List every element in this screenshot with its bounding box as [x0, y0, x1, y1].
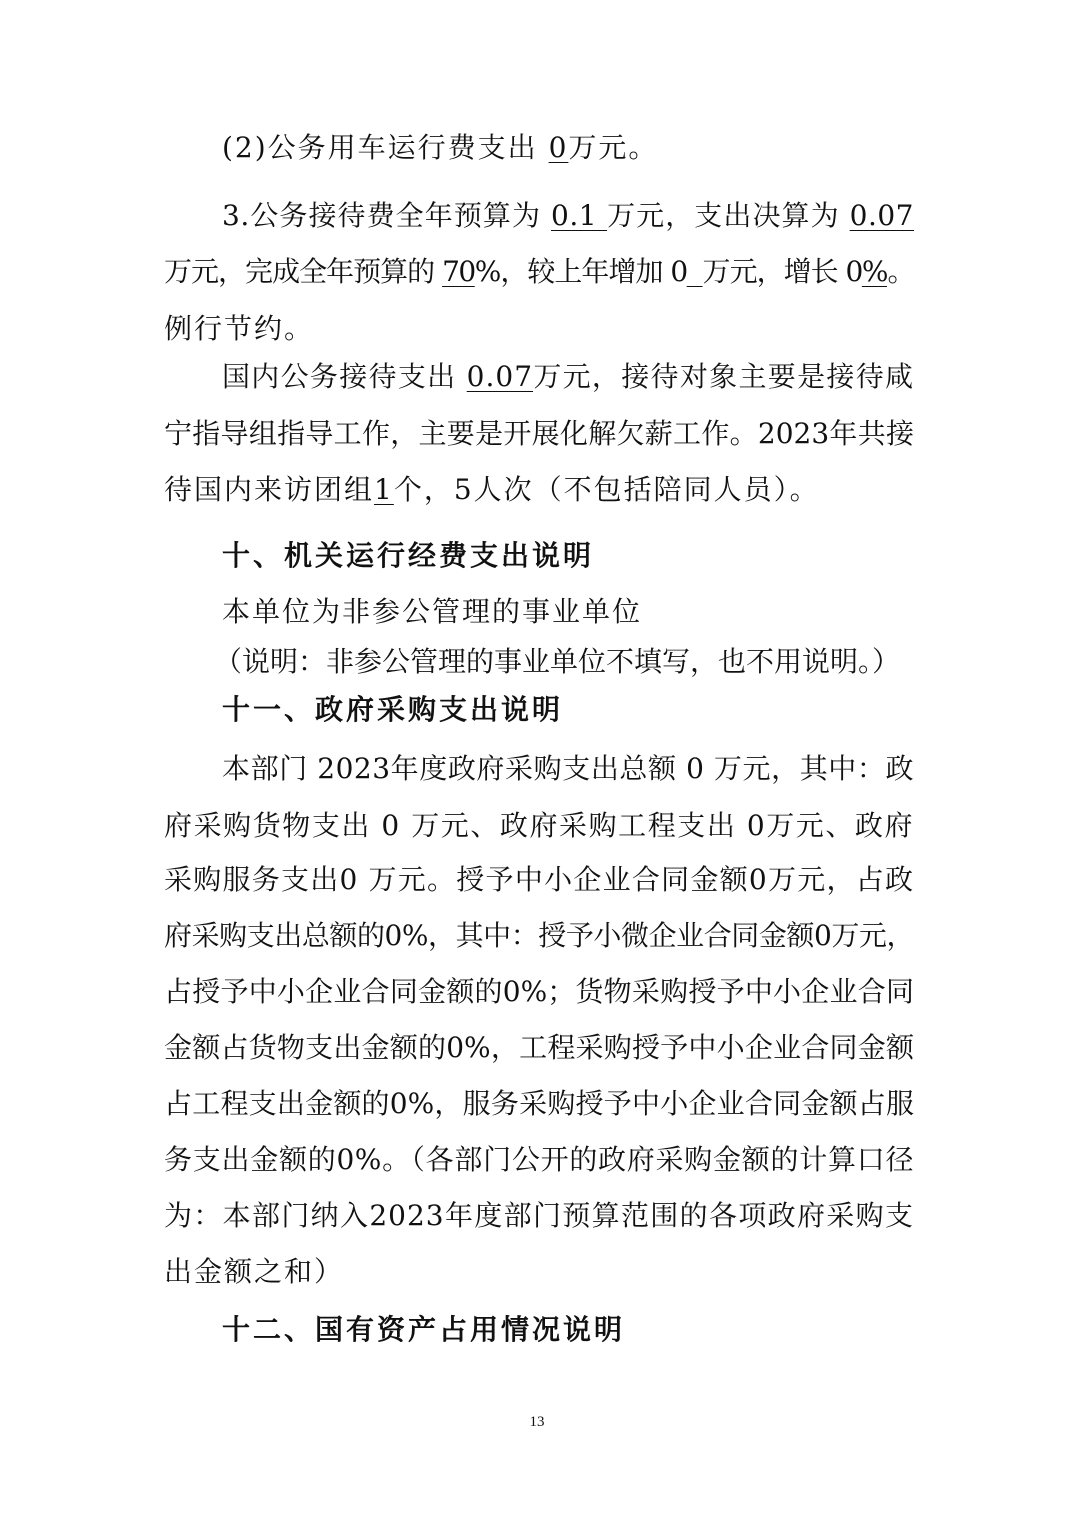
paragraph-line	[164, 1140, 914, 1180]
text-segment: 务支出金额的0%。（各部门公开的政府采购金额的计算口径	[164, 1143, 914, 1176]
text-segment: 国内公务接待支出	[222, 360, 467, 393]
underlined-blank	[687, 255, 703, 288]
text-segment: 待国内来访团组	[164, 473, 375, 506]
text-segment: 本单位为非参公管理的事业单位	[222, 595, 643, 628]
paragraph-line	[164, 1028, 914, 1068]
paragraph-line	[164, 860, 914, 900]
section-heading-11: 十一、政府采购支出说明	[222, 693, 564, 726]
vehicle-operation-cost-line	[222, 128, 914, 168]
text-segment: 。	[886, 255, 915, 288]
underlined-value: 0.07	[466, 360, 534, 393]
note-line	[214, 642, 906, 682]
domestic-reception-line	[222, 357, 914, 397]
underlined-value: 70	[442, 255, 475, 288]
text-segment: 万元，增长 0	[702, 255, 862, 288]
paragraph-line	[164, 916, 914, 956]
paragraph-line	[164, 972, 914, 1012]
text-segment: 采购服务支出0 万元。授予中小企业合同金额0万元，占政	[164, 863, 914, 896]
text-segment: 宁指导组指导工作，主要是开展化解欠薪工作。2023年共接	[164, 417, 914, 450]
text-segment: 个，5人次（不包括陪同人员）。	[393, 473, 820, 506]
text-segment: 万元。	[568, 131, 659, 164]
text-segment: 3.公务接待费全年预算为	[222, 199, 552, 232]
text-segment: 占授予中小企业合同金额的0%；货物采购授予中小企业合同	[164, 975, 914, 1008]
underlined-value: 1	[374, 473, 394, 506]
underlined-value: 0.07	[849, 199, 914, 232]
text-segment: (2)公务用车运行费支出	[222, 131, 549, 164]
text-segment: 为：本部门纳入2023年度部门预算范围的各项政府采购支	[164, 1199, 914, 1232]
page-number: 13	[529, 1414, 545, 1430]
paragraph-line	[164, 309, 914, 349]
text-segment: 府采购货物支出 0 万元、政府采购工程支出 0万元、政府	[164, 809, 914, 842]
text-segment: %，较上年增加 0	[474, 255, 687, 288]
underlined-value: 0.1	[551, 199, 608, 232]
paragraph-line	[164, 1084, 914, 1124]
paragraph-line	[222, 592, 914, 632]
underlined-value: %	[861, 255, 887, 288]
text-segment: 出金额之和）	[164, 1255, 345, 1288]
paragraph-line	[164, 414, 914, 454]
reception-completion-line	[164, 252, 914, 292]
paragraph-line	[164, 470, 914, 510]
text-segment: 府采购支出总额的0%，其中：授予小微企业合同金额0万元，	[164, 919, 914, 952]
text-segment: 万元，完成全年预算的	[164, 255, 443, 288]
section-heading-10: 十、机关运行经费支出说明	[222, 539, 595, 572]
paragraph-line	[164, 1196, 914, 1236]
text-segment: 金额占货物支出金额的0%，工程采购授予中小企业合同金额	[164, 1031, 914, 1064]
text-segment: 占工程支出金额的0%，服务采购授予中小企业合同金额占服	[164, 1087, 914, 1120]
text-segment: （说明：非参公管理的事业单位不填写，也不用说明。）	[214, 645, 901, 678]
text-segment: 万元，接待对象主要是接待咸	[533, 360, 914, 393]
text-segment: 本部门 2023年度政府采购支出总额 0 万元，其中：政	[222, 752, 914, 785]
reception-budget-line	[222, 196, 914, 236]
paragraph-line	[164, 806, 914, 846]
text-segment: 例行节约。	[164, 312, 315, 345]
paragraph-line	[164, 1252, 914, 1292]
underlined-value: 0	[548, 131, 569, 164]
section-heading-12: 十二、国有资产占用情况说明	[222, 1313, 626, 1346]
text-segment: 万元，支出决算为	[607, 199, 850, 232]
paragraph-line	[222, 749, 914, 789]
